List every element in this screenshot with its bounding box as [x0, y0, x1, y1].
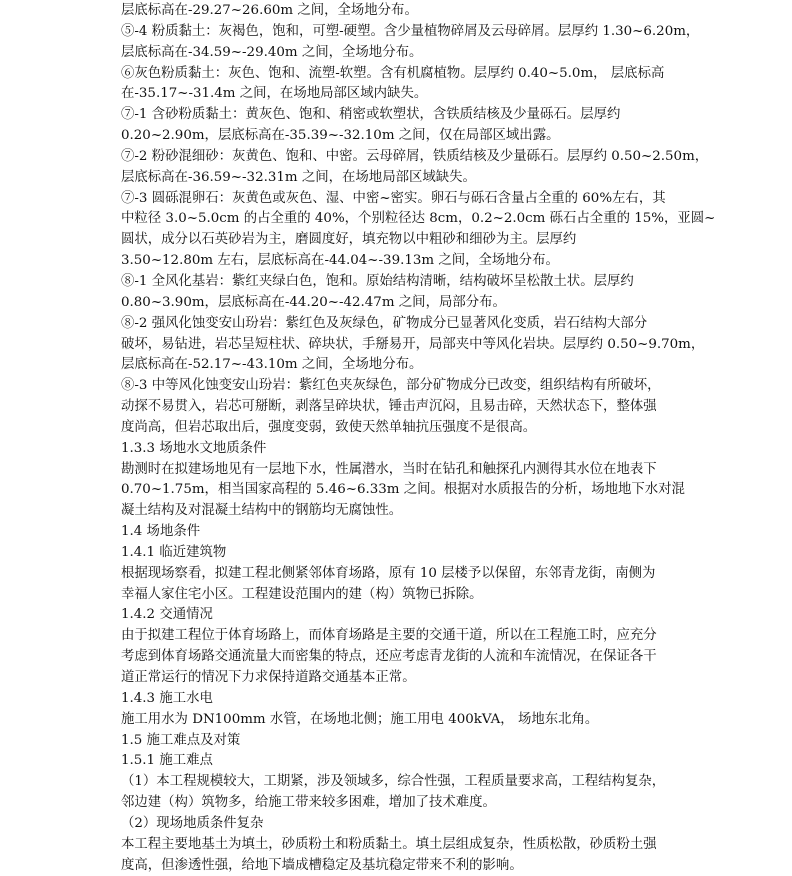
subsection-heading: （2）现场地质条件复杂	[121, 815, 264, 831]
section-heading-1-3-3: 1.3.3 场地水文地质条件	[121, 440, 267, 456]
section-heading-1-4-3: 1.4.3 施工水电	[121, 690, 213, 706]
text-line: ⑧-1 全风化基岩：紫红夹绿白色，饱和。原始结构清晰，结构破坏呈松散土状。层厚约	[121, 273, 634, 289]
text-line: ⑦-2 粉砂混细砂：灰黄色、饱和、中密。云母碎屑，铁质结核及少量砾石。层厚约 0.50~2.50m，	[121, 148, 709, 164]
text-line: ⑥灰色粉质黏土：灰色、饱和、流塑-软塑。含有机腐植物。层厚约 0.40~5.0m， 层底标高	[121, 65, 665, 81]
text-line: 勘测时在拟建场地见有一层地下水，性属潜水，当时在钻孔和触探孔内测得其水位在地表下	[121, 461, 657, 477]
text-line: 层底标高在-52.17~-43.10m 之间，全场地分布。	[121, 357, 423, 373]
section-heading-1-4-1: 1.4.1 临近建筑物	[121, 544, 227, 560]
text-line: 0.80~3.90m，层底标高在-44.20~-42.47m 之间，局部分布。	[121, 294, 506, 310]
text-line: 凝土结构及对混凝土结构中的钢筋均无腐蚀性。	[121, 503, 403, 519]
text-line: 根据现场察看，拟建工程北侧紧邻体育场路，原有 10 层楼予以保留，东邻青龙街，南侧为	[121, 565, 656, 581]
text-line: 0.20~2.90m，层底标高在-35.39~-32.10m 之间，仅在局部区域出露。	[121, 128, 560, 144]
text-line: 在-35.17~-31.4m 之间，在场地局部区域内缺失。	[121, 86, 428, 102]
section-heading-1-4-2: 1.4.2 交通情况	[121, 607, 213, 623]
text-line: ⑤-4 粉质黏土：灰褐色，饱和，可塑-硬塑。含少量植物碎屑及云母碎屑。层厚约 1.30~6.20m，	[121, 23, 700, 39]
text-line: 考虑到体育场路交通流量大而密集的特点，还应考虑青龙街的人流和车流情况，在保证各干	[121, 649, 657, 665]
text-line: 圆状，成分以石英砂岩为主，磨圆度好，填充物以中粗砂和细砂为主。层厚约	[121, 232, 577, 248]
text-line: ⑧-3 中等风化蚀变安山玢岩：紫红色夹灰绿色，部分矿物成分已改变，组织结构有所破坏，	[121, 378, 661, 394]
text-line: 动探不易贯入，岩芯可掰断，剥落呈碎块状，锤击声沉闷，且易击碎，天然状态下，整体强	[121, 399, 657, 415]
section-heading-1-5-1: 1.5.1 施工难点	[121, 753, 213, 769]
text-line: ⑦-3 圆砾混卵石：灰黄色或灰色、湿、中密~密实。卵石与砾石含量占全重的 60%左右，其	[121, 190, 666, 206]
section-heading-1-5: 1.5 施工难点及对策	[121, 732, 241, 748]
text-line: ⑧-2 强风化蚀变安山玢岩：紫红色及灰绿色，矿物成分已显著风化变质，岩石结构大部分	[121, 315, 648, 331]
text-line: ⑦-1 含砂粉质黏土：黄灰色、饱和、稍密或软塑状，含铁质结核及少量砾石。层厚约	[121, 107, 621, 123]
text-line: 本工程主要地基土为填土，砂质粉土和粉质黏土。填土层组成复杂，性质松散，砂质粉土强	[121, 836, 657, 852]
text-line: 由于拟建工程位于体育场路上，而体育场路是主要的交通干道，所以在工程施工时，应充分	[121, 628, 657, 644]
text-line: （1）本工程规模较大，工期紧，涉及领域多，综合性强，工程质量要求高，工程结构复杂，	[121, 774, 666, 790]
text-line: 0.70~1.75m，相当国家高程的 5.46~6.33m 之间。根据对水质报告的分析，场地地下水对混	[121, 482, 685, 498]
text-line: 层底标高在-36.59~-32.31m 之间，在场地局部区域缺失。	[121, 169, 476, 185]
text-line: 邻边建（构）筑物多，给施工带来较多困难，增加了技术难度。	[121, 795, 496, 811]
text-line: 度尚高，但岩芯取出后，强度变弱，致使天然单轴抗压强度不是很高。	[121, 419, 537, 435]
text-line: 施工用水为 DN100mm 水管，在场地北侧；施工用电 400kVA， 场地东北角。	[121, 711, 599, 727]
text-line: 度高，但渗透性强，给地下墙成槽稳定及基坑稳定带来不利的影响。	[121, 857, 523, 873]
text-line: 幸福人家住宅小区。工程建设范围内的建（构）筑物已拆除。	[121, 586, 483, 602]
text-line: 层底标高在-34.59~-29.40m 之间，全场地分布。	[121, 44, 423, 60]
section-heading-1-4: 1.4 场地条件	[121, 524, 201, 540]
text-line: 破坏，易钻进，岩芯呈短柱状、碎块状，手掰易开，局部夹中等风化岩块。层厚约 0.50~9.70m，	[121, 336, 705, 352]
text-line: 中粒径 3.0~5.0cm 的占全重的 40%，个别粒径达 8cm，0.2~2.0cm 砾石占全重的 15%，亚圆~	[121, 211, 716, 227]
text-line: 3.50~12.80m 左右，层底标高在-44.04~-39.13m 之间，全场地分布。	[121, 253, 559, 269]
text-line: 层底标高在-29.27~26.60m 之间，全场地分布。	[121, 3, 418, 18]
text-line: 道正常运行的情况下力求保持道路交通基本正常。	[121, 670, 416, 685]
